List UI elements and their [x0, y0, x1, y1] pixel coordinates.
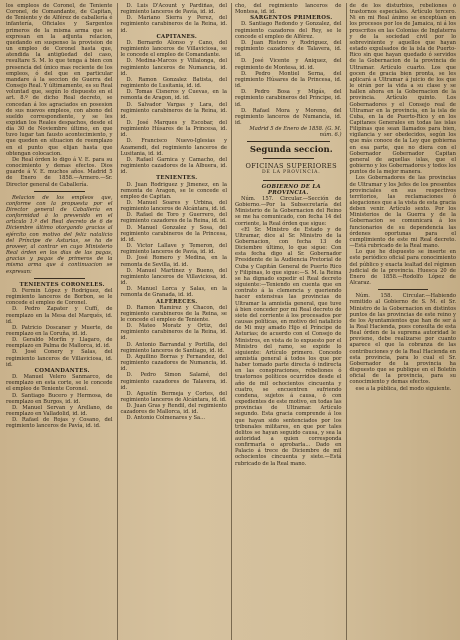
entry: D. Salvador Vargas y Lara, del regimiento carabineros de la Reina, id. id.	[120, 101, 227, 120]
offices-title: OFICINAS SUPERIORES	[245, 162, 338, 171]
divider	[34, 278, 85, 279]
relation-heading: Relacion de los empleos que, conforme con la propuesta por el Director general de Caballería en conformidad á lo prevenido en el artículo 1.º del Real decreto de 6 de Diciembre último otorgando gracias al ejército con motivo del feliz natalicio del Príncipe de Asturias, se ha de proveer, al contrar en cuyo Ministerio Real órden en los dias de las pagas, gracias y pagas de primeros de la misma arma que á continuacion se expresan:	[6, 194, 113, 275]
entry: D. Aquilino Borras y Fernandez, del regimiento cazadores de Numancia, id. id.	[120, 353, 227, 373]
column-2	[117, 3, 228, 640]
entry: D. Ramon Gonzalez Batista, del regimiento de Lusitania, id. id.	[120, 76, 227, 90]
paragraph: de de los disturbios, rebeliones ó trastornos especiales. Artículo tercero. Ni en mi Real ánimo se exceptúan en los procesos por los de Jamaica, ni á los proscritos en las Colonias de Inglaterra y de la sociedad civil por lo sobreviniente y aquellos que hayan estado expulsados de la isla de Puerto-Rico sin que hayan quedado ó servidos de la Gobernacion de la provincia de Ultramar. Artículo cuarto. Los que gocen de gracia bien pronta, se les aplicará a Ultramar á juicio de los que le oirán por la vida a su clase y se hallen ahora en la Gobernacion de la provincia. Artículo quinto. Los Gobernadores y el Consejo real de Ultramar en la provincia, en la isla de Cuba, en la de Puerto-Rico y en los Capitanes Generales en todas las islas Filipinas que sean llamados para bien, vigilancia y ser obedecidos, según los que más conoce de la Ley que gobierna en esa parte, que no diera con el Gobernador Gobernador Capitan general de aquellas islas, que el gobierno y los Gobernadores y todos los puntos de la mejor manera.	[349, 3, 456, 176]
section-heading: COMANDANTES.	[34, 367, 90, 374]
paragraph: De Real órden lo digo á V. E. para su conocimiento y demas efectos. Dios guarde á V. E. muchos años. Madrid 5 de Enero de 1858.—Armero.—Sr. Director general de Caballería.	[6, 156, 113, 188]
entry: D. Geraldo Morfín y Llagaro, de reemplazo en Palma de Mallorca, id. id.	[6, 337, 113, 350]
entry: D. Manuel Gonzalez y Sosa, del regimiento carabineros de la Princesa, id. id.	[120, 224, 227, 243]
section-title: Segunda seccion.	[249, 145, 333, 156]
paragraph: Los Gobernadores de las provincias de Ultramar y los Jefes de los presentes provinciales en sus respectivos territorios, las reclamaciones ó alegaciones que a la vista de esta gracia deben venir. Artículo sexto. Por los Ministerios de la Guerra y de la Gobernacion se comunicará á los funcionarios de su dependencia las órdenes oportunas para el cumplimiento de este mi Real decreto.—Está rubricado de la Real mano.	[349, 175, 456, 250]
entry: D. Juan Ristero y Rodriguez, del regimiento cazadores de Talavera, id. id.	[235, 39, 342, 59]
entry: D. José Conery y Salas, del regimiento lanceros de Villaviciosa, id. id.	[6, 349, 113, 368]
entry: D. Juan Rodriguez y Jimenez, en la remonta de Aragon, se le concede el empleo de Capitan.	[120, 181, 227, 200]
paragraph: ese a la pública, del modo siguiente.	[355, 385, 452, 392]
paragraph: Núm. 157. Circular.—Sección de Gobierno.—Por la Subsecretaría del Ministerio de la Gobernacion del Reino se me ha comunicado, con fecha 14 del corriente, la Real órden que sigue:	[235, 195, 342, 227]
government-heading: GOBIERNO DE LA PROVINCIA.	[261, 183, 321, 196]
divider	[378, 289, 429, 290]
entry: D. Francisco Nuevo-Iglesias y Azamendi, del regimiento lanceros de Lusitania, id. id.	[120, 138, 227, 157]
entry: D. José Marques y Escobar, del regimiento Húsares de la Princesa, id. id.	[120, 119, 227, 139]
entry: D. José Romero y Medina, en la remonta de Sevilla, id. id.	[120, 255, 227, 268]
gazette-ref: (G. M. núm. 6.)	[319, 126, 342, 139]
entry: D. Mariano Sierra y Perez, del regimiento carabineros de la Reina, id. id.	[120, 15, 227, 34]
entry: D. José Vicente y Aniquez, del regimiento de Montesa, id. id.	[235, 58, 342, 71]
entry: D. Luis D'Acount y Pardiñas, del regimiento lanceros de Pavía, id. id.	[120, 3, 227, 16]
column-4	[346, 3, 457, 640]
section-heading: TENIENTES CORONELES.	[19, 281, 105, 288]
entry: D. Fermin López y Rodriguez, del regimiento lanceros de Borbon, se le concede el empleo de Coronel.	[6, 287, 113, 307]
entry: D. Antonio Colmenares y Sa...	[126, 415, 206, 422]
entry: D. Tomas Cisneros y Cuevas, en la remonta de Aragon, id. id.	[120, 89, 227, 102]
entry: D. Medina-Marcos y Villalonga, del regimiento lanceros de Numancia, id. id.	[120, 58, 227, 77]
paragraph: Lo que he dispuesto se inserte en este periódico oficial para conocimiento del público y exacta lealtad del régimen judicial de la provincia. Huesca 20 de Enero de 1858.—Rodolfo López de Alcaraz.	[349, 249, 456, 287]
entry: D. Santiago Redondo y Gonzalez, del regimiento cazadores del Rey, se le concede el empleo de Alférez.	[235, 21, 342, 40]
entry: D. Santiago Bucero y Hermosa, de reemplazo en Burgos, id. id.	[6, 392, 113, 405]
entry: D. Manuel Martínez y Bueno, del regimiento lanceros de Villaviciosa, id. id.	[120, 267, 227, 287]
divider	[34, 191, 85, 192]
entry: D. Antonio Barrandal y Portilla, del regimiento lanceros de Santiago, id. id.	[120, 341, 227, 354]
section-heading: TENIENTES.	[156, 175, 198, 182]
section-heading: ALFÉRECES.	[156, 298, 198, 305]
entry: D. Mateo Moratz y Ortiz, del regimiento carabineros de la Reina, id. id.	[120, 323, 227, 342]
paragraph: Núm. 158. Circular.—Habiendo remitido al Gobierno de S. M. el Sr. Ministro de la Gobernacion en distintos puntos de las provincias de este reino y de los Ayuntamientos que han de ser á la Real Hacienda, pues consulta de esta Real órden de la suprema autoridad le previene, debe realizarse por cuanto aparece el que la cobranza de las contribuciones y de la Real Hacienda en esta provincia, para lo cual el Sr. Gobernador de la provincia ha dispuesto que se publique en el Boletín oficial de la provincia, para su conocimiento y demas efectos.	[349, 293, 456, 386]
divider	[263, 158, 314, 159]
entry: D. Rafael de Toro y Guerrero, del regimiento cazadores de la Reina, id. id.	[120, 212, 227, 225]
entry: D. Juan Gras y Rendil, del regimiento cazadores de Mallorca, id. id.	[120, 403, 227, 416]
entry: D. Patricio Doscaner y Muerte, de reemplazo en la Coruña, id. id.	[6, 324, 113, 337]
entry: D. Ramon Ramirez y Chacon, del regimiento carabineros de la Reina, se le concede el empleo de Teniente.	[120, 304, 227, 323]
entry: D. Manuel Velero Sanmarco, de reemplazo en esta corte, se le concede el empleo de Teniente Coronel.	[6, 374, 113, 393]
section-heading: SARGENTOS PRIMEROS.	[250, 15, 333, 22]
entry: D. Pedro Bosa y Migás, del regimiento carabineros del Príncipe, id. id.	[235, 89, 342, 108]
entry: D. Pedro Montiel Serna, del regimiento Húsares de la Princesa, id. id.	[235, 70, 342, 90]
entry: D. Manuel Lorca y Salas, en la remonta de Granada, id. id.	[120, 286, 227, 299]
entry: D. Victor Lallave y Temeron, del regimiento lanceros de Pavía, id. id.	[120, 243, 227, 256]
entry: D. Manuel Servan y Arellano, de reemplazo en Valladolid, id. id.	[6, 404, 113, 417]
entry: D. Rafael Mora y Moreno, del regimiento lanceros de Numancia, id. id.	[235, 107, 342, 126]
divider	[247, 141, 330, 142]
offices-subtitle: DE LA PROVINCIA.	[261, 170, 321, 176]
date-line	[235, 126, 342, 138]
date-text: Madrid 5 de Enero de 1858.	[249, 126, 324, 133]
entry: D. Rafael Garnica y Camacho, del regimiento cazadores de la Albuera, id. id.	[120, 156, 227, 176]
column-3	[231, 3, 342, 640]
entry: cho, del regimiento lanceros de Montesa, id. id.	[235, 3, 342, 16]
paragraph: los empleos de Coronel, de Teniente Coronel, de Comandante, de Capitan, de Teniente y de Alférez de caballería é infantería, Oficiales y Sargentos primeros de la misma arma que se expresan en la adjunta relacion, quedando en suspenso la provision de un empleo de Coronel hasta que, atendida la antigüedad del caso, resultare S. M. lo que tenga á bien con presencia del único mas reciente de los empleos, ó del que en particular mandare á la seccion de Guerra del Consejo Real. Y últimamente, es su Real voluntad que, según lo dispuesto en el art. 8.º de dicho Real decreto, se concedan á los agraciados en posesion de sus nuevos empleos, con abono del sueldo correspondiente, y se les expidan los Reales despachos, desde el día 30 de Noviembre último, en que tuvo lugar tan fausto acontecimiento, y que queden en situacion de reemplazo en el punto que elijan hasta que obtengan colocacion.	[6, 3, 113, 157]
entry: D. Pedro Simon Salamé, del regimiento cazadores de Talavera, id. id.	[120, 372, 227, 391]
entry: D. Agustín Bermeja y Cortes, del regimiento lanceros de Alcántara, id. id.	[120, 390, 227, 403]
entry: D. Rafael de Rojas y Cosano, del regimiento lanceros de Pavía, id. id.	[6, 417, 113, 430]
section-heading: CAPITANES.	[156, 33, 198, 40]
paragraph: «El Sr. Ministro de Estado y de Ultramar, dice al Sr. Ministro de la Gobernacion, con fecha 13 de Diciembre último, lo que sigue: Con esta fecha digo al Sr. Gobernador Presidente de la Audiencia Pretorial de Cuba y Capitán General de Puerto Rico y Filipinas, lo que sigue:—S. M. la Reina se ha dignado expedir el Real decreto siguiente:—Teniendo en cuenta que en contrato á la clemencia y queriendo hacer extensivas las provincias de Ultramar la amnistía general, que tuve á bien conceder por mi Real decreto de siete del corriente á los procesados por causas políticas, en motivo del natalicio de Mi muy amado Hijo el Príncipe de Asturias; de acuerdo con el Consejo de Ministros, en vista de lo expuesto por el Ministro del ramo, se expide lo siguiente: Artículo primero. Concedo amnistía general á todos los que por haber tomado parte directa ó indirecta en las conspiraciones, rebeliones ó trastornos políticos ocurridos desde el año de mil ochocientos cincuenta y cuatro, se encuentren sufriendo condena, sujetos á causa, ó con expedientes de este motivo, en todas las provincias de Ultramar. Artículo segundo. Esta gracia comprende á los que hayan sido sentenciados por los tribunales militares, en que por tales delitos se hayan seguido causa, y sea la autoridad a quien corresponda confirmarla o aprobarla... Dado en Palacio á trece de Diciembre de mil ochocientos cincuenta y siete.—Está rubricado de la Real mano.	[235, 226, 342, 467]
entry: D. Manuel Soares y Urbina, del regimiento lanceros de Alcántara, id. id.	[120, 200, 227, 213]
column-1	[6, 3, 113, 640]
entry: D. Pedro Zapater y Cuffí, de reemplazo en la Mesa del Marqués, id. id.	[6, 306, 113, 325]
entry: D. Bernardo Alonso y Cano, del regimiento lanceros de Villaviciosa, se le concede el empleo de Comandante.	[120, 39, 227, 59]
divider	[263, 180, 314, 181]
